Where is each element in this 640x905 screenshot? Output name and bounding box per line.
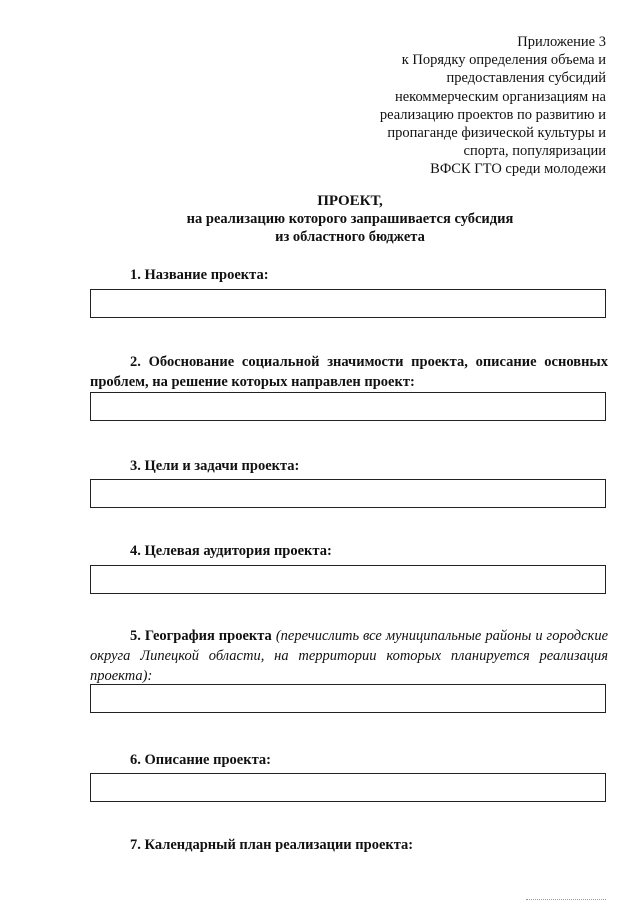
- title-subtitle-2: из областного бюджета: [275, 229, 425, 245]
- scan-artifact: [526, 899, 606, 903]
- section-social-significance: [90, 352, 608, 392]
- appendix-line: Приложение 3: [517, 34, 606, 50]
- section-target-audience: [90, 541, 608, 561]
- section-project-name: [90, 265, 608, 285]
- document-title: [90, 192, 610, 246]
- appendix-line: некоммерческим организациям на: [394, 88, 606, 105]
- appendix-line: спорта, популяризации: [463, 143, 606, 160]
- appendix-header: [306, 33, 606, 179]
- section-heading: 5. География проекта (перечислить все муниципальные районы и городские округа Липецкой области, на территории которых планируется реализация проекта):: [90, 628, 609, 684]
- section-geography: [90, 626, 608, 686]
- title-subtitle: на реализацию которого запрашивается субсидия: [186, 211, 514, 227]
- title-main: ПРОЕКТ,: [317, 193, 383, 209]
- description-field[interactable]: [90, 773, 606, 802]
- section-heading: 2. Обоснование социальной значимости проекта, описание основных проблем, на решение которых направлен проект:: [90, 354, 608, 390]
- section-heading: 4. Целевая аудитория проекта:: [130, 543, 332, 559]
- section-goals: [90, 456, 608, 476]
- section-description: [90, 750, 608, 770]
- section-heading: 3. Цели и задачи проекта:: [130, 458, 300, 474]
- section-note: (перечислить все муниципальные районы и городские округа Липецкой области, на территории которых планируется реализация проекта):: [90, 628, 609, 684]
- appendix-line: к Порядку определения объема и: [401, 52, 606, 69]
- target-audience-field[interactable]: [90, 565, 606, 594]
- project-name-field[interactable]: [90, 289, 606, 318]
- geography-field[interactable]: [90, 684, 606, 713]
- appendix-line: реализацию проектов по развитию и: [379, 106, 606, 123]
- section-heading: 7. Календарный план реализации проекта:: [130, 837, 414, 853]
- section-calendar-plan: [90, 835, 608, 855]
- social-significance-field[interactable]: [90, 392, 606, 421]
- appendix-line: пропаганде физической культуры и: [387, 125, 606, 142]
- appendix-line: предоставления субсидий: [446, 70, 606, 87]
- appendix-line: ВФСК ГТО среди молодежи: [430, 161, 606, 178]
- section-heading: 6. Описание проекта:: [130, 752, 271, 768]
- goals-field[interactable]: [90, 479, 606, 508]
- section-heading: 1. Название проекта:: [130, 267, 269, 283]
